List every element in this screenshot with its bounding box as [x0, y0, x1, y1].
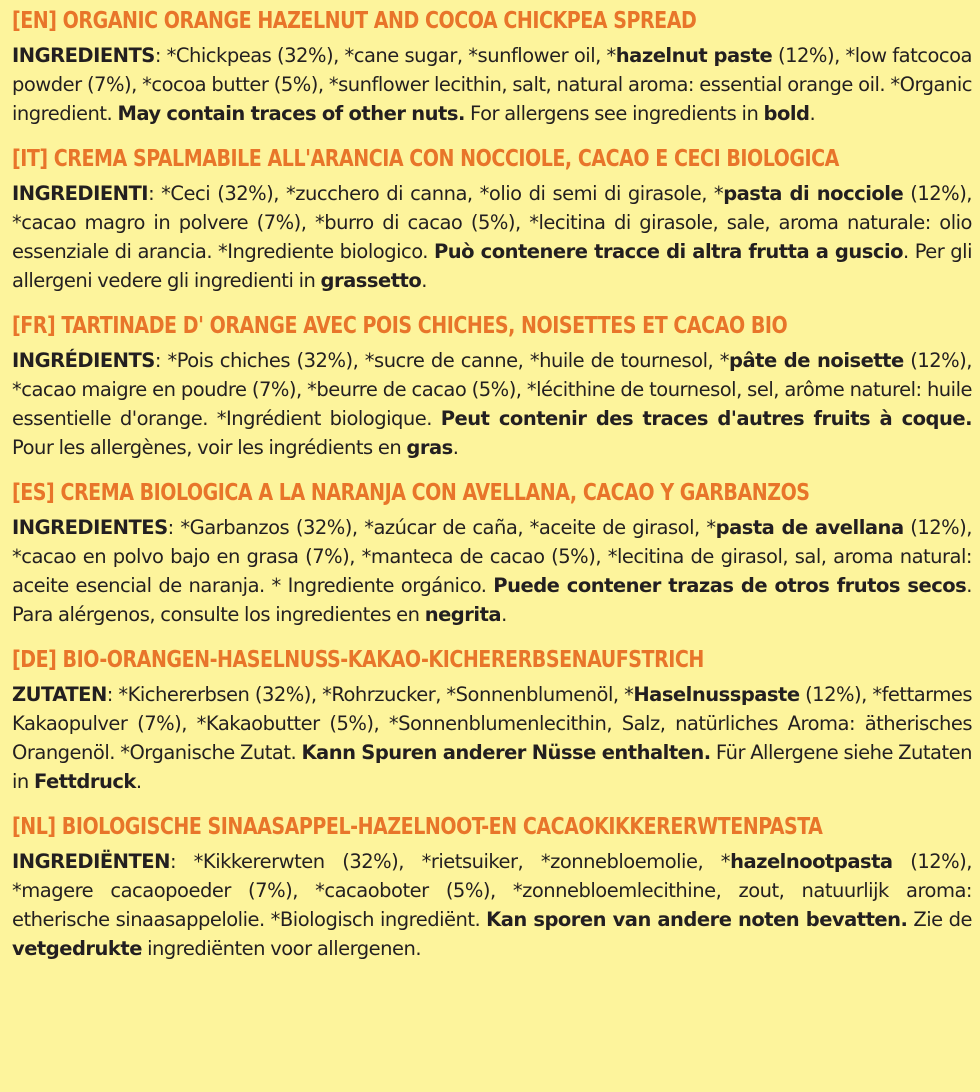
section-heading: [EN] ORGANIC ORANGE HAZELNUT AND COCOA CHICKPEA SPREAD [12, 8, 697, 34]
text-run: : *Pois chiches (32%), *sucre de canne, *huile de tournesol, * [154, 349, 729, 372]
bold-text: grassetto [320, 269, 422, 292]
ingredients-text [12, 179, 972, 295]
section-heading: [IT] CREMA SPALMABILE ALL'ARANCIA CON NOCCIOLE, CACAO E CECI BIOLOGICA [12, 146, 839, 172]
bold-text: INGREDIENTI [12, 182, 149, 205]
ingredients-text [12, 847, 972, 963]
section-nl [12, 812, 972, 963]
section-heading: [DE] BIO-ORANGEN-HASELNUSS-KAKAO-KICHERERBSENAUFSTRICH [12, 647, 704, 673]
text-run: . [135, 770, 142, 793]
text-run: . Para alérgenos, consulte los ingredientes en [12, 574, 972, 626]
section-es [12, 478, 972, 629]
text-run: . [452, 436, 459, 459]
text-run: : *Chickpeas (32%), *cane sugar, *sunflower oil, * [154, 44, 616, 67]
bold-text: Può contenere tracce di altra frutta a guscio [434, 240, 904, 263]
bold-text: pâte de noisette [729, 349, 904, 372]
text-run: : *Garbanzos (32%), *azúcar de caña, *aceite de girasol, * [167, 516, 716, 539]
ingredients-text [12, 41, 972, 128]
text-run: . [501, 603, 507, 626]
bold-text: Peut contenir des traces d'autres fruits à coque. [440, 407, 972, 430]
section-heading: [ES] CREMA BIOLOGICA A LA NARANJA CON AVELLANA, CACAO Y GARBANZOS [12, 480, 810, 506]
ingredients-text [12, 513, 972, 629]
text-run: . Per gli allergeni vedere gli ingredienti in [12, 240, 973, 292]
ingredients-text [12, 680, 972, 796]
section-it [12, 144, 972, 295]
bold-text: Haselnusspaste [633, 683, 800, 706]
text-run: : *Ceci (32%), *zucchero di canna, *olio di semi di girasole, * [148, 182, 724, 205]
section-heading: [NL] BIOLOGISCHE SINAASAPPEL-HAZELNOOT-EN CACAOKIKKERERWTENPASTA [12, 814, 823, 840]
text-run: Pour les allergènes, voir les ingrédients en [12, 436, 407, 459]
bold-text: Puede contener trazas de otros frutos secos [493, 574, 967, 597]
text-run: . [421, 269, 427, 292]
text-run: : *Kikkererwten (32%), *rietsuiker, *zonnebloemolie, * [169, 850, 731, 873]
bold-text: hazelnut paste [615, 44, 773, 67]
bold-text: Fettdruck [33, 770, 136, 793]
text-run: ingrediënten voor allergenen. [141, 937, 422, 960]
bold-text: INGREDIËNTEN [12, 850, 170, 873]
bold-text: pasta di nocciole [723, 182, 904, 205]
bold-text: INGREDIENTS [12, 44, 155, 67]
section-fr [12, 311, 972, 462]
text-run: For allergens see ingredients in [464, 102, 764, 125]
text-run: : *Kichererbsen (32%), *Rohrzucker, *Sonnenblumenöl, * [106, 683, 634, 706]
bold-text: INGRÉDIENTS [12, 349, 155, 372]
text-run: (12%), *cacao en polvo bajo en grasa (7%), *manteca de cacao (5%), *lecitina de girasol, sal, aroma natural: aceite esencial de naranja. * Ingrediente orgánico. [12, 516, 972, 597]
text-run: (12%), *cacao magro in polvere (7%), *burro di cacao (5%), *lecitina di girasole, sale, aroma naturale: olio essenziale di arancia. *Ingrediente biologico. [12, 182, 973, 263]
text-run: (12%), *cacao maigre en poudre (7%), *beurre de cacao (5%), *lécithine de tournesol, sel, arôme naturel: huile essentielle d'orange. *Ingrédient biologique. [12, 349, 972, 430]
bold-text: ZUTATEN [12, 683, 107, 706]
text-run: Zie de [907, 908, 973, 931]
bold-text: hazelnootpasta [730, 850, 893, 873]
ingredients-text [12, 346, 972, 462]
section-en [12, 6, 972, 128]
bold-text: Kan sporen van andere noten bevatten. [486, 908, 908, 931]
bold-text: pasta de avellana [715, 516, 904, 539]
bold-text: Kann Spuren anderer Nüsse enthalten. [301, 741, 711, 764]
bold-text: May contain traces of other nuts. [117, 102, 465, 125]
bold-text: INGREDIENTES [12, 516, 168, 539]
bold-text: vetgedrukte [12, 937, 142, 960]
bold-text: negrita [424, 603, 502, 626]
section-de [12, 645, 972, 796]
bold-text: bold [763, 102, 810, 125]
text-run: . [809, 102, 816, 125]
text-run: Für Allergene siehe Zutaten in [12, 741, 972, 793]
bold-text: gras [406, 436, 453, 459]
text-run: (12%), *low fatcocoa powder (7%), *cocoa butter (5%), *sunflower lecithin, salt, natural aroma: essential orange oil. *Organic ingredient. [12, 44, 972, 125]
section-heading: [FR] TARTINADE D' ORANGE AVEC POIS CHICHES, NOISETTES ET CACAO BIO [12, 313, 788, 339]
text-run: (12%), *magere cacaopoeder (7%), *cacaoboter (5%), *zonnebloemlecithine, zout, natuurlijk aroma: etherische sinaasappelolie. *Biologisch ingrediënt. [12, 850, 972, 931]
text-run: (12%), *fettarmes Kakaopulver (7%), *Kakaobutter (5%), *Sonnenblumenlecithin, Salz, natürliches Aroma: ätherisches Orangenöl. *Organische Zutat. [12, 683, 972, 764]
